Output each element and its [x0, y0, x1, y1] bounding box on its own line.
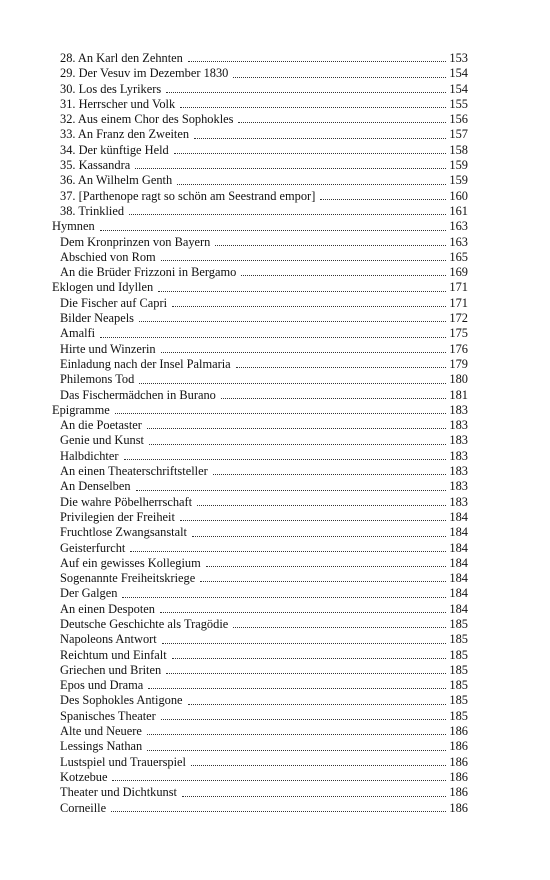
toc-entry: [52, 739, 468, 754]
toc-entry-page-number: 186: [449, 739, 468, 754]
toc-entry: [52, 709, 468, 724]
toc-entry: [52, 495, 468, 510]
toc-entry-title: Epigramme: [52, 402, 110, 417]
dot-leader: [194, 138, 446, 139]
toc-entry: [52, 632, 468, 647]
toc-entry-title: 31. Herrscher und Volk: [60, 96, 176, 111]
toc-entry-title: Auf ein gewisses Kollegium: [60, 555, 201, 570]
toc-entry: [52, 82, 468, 97]
toc-entry: [52, 785, 468, 800]
dot-leader: [221, 398, 447, 399]
dot-leader: [130, 551, 446, 552]
toc-entry-title: 28. An Karl den Zehnten: [60, 51, 183, 65]
toc-entry-title: Epos und Drama: [60, 678, 144, 693]
toc-entry-page-number: 183: [449, 402, 468, 417]
toc-entry: [52, 571, 468, 586]
toc-entry-page-number: 169: [449, 265, 468, 280]
dot-leader: [147, 428, 447, 429]
toc-entry-title: Napoleons Antwort: [60, 632, 157, 647]
toc-entry-title: Reichtum und Einfalt: [60, 647, 167, 662]
dot-leader: [111, 811, 446, 812]
toc-entry-page-number: 172: [449, 311, 468, 326]
dot-leader: [241, 275, 446, 276]
toc-entry-page-number: 181: [449, 387, 468, 402]
toc-entry-page-number: 156: [449, 112, 468, 127]
toc-entry-title: Der Galgen: [60, 586, 118, 601]
dot-leader: [100, 230, 447, 231]
toc-entry-title: Griechen und Briten: [60, 662, 162, 677]
toc-entry-page-number: 184: [449, 601, 468, 616]
toc-entry-title: Privilegien der Freiheit: [60, 509, 175, 524]
toc-entry-title: Corneille: [60, 800, 107, 815]
dot-leader: [182, 796, 446, 797]
toc-entry-page-number: 184: [449, 509, 468, 524]
toc-entry-title: Lessings Nathan: [60, 739, 143, 754]
toc-entry-page-number: 153: [449, 51, 468, 65]
toc-entry: [52, 586, 468, 601]
toc-entry-title: Eklogen und Idyllen: [52, 280, 154, 295]
toc-entry-title: Genie und Kunst: [60, 433, 144, 448]
toc-entry: [52, 449, 468, 464]
toc-entry-page-number: 157: [449, 127, 468, 142]
toc-entry-page-number: 186: [449, 800, 468, 815]
toc-entry-page-number: 159: [449, 173, 468, 188]
toc-entry-page-number: 154: [449, 66, 468, 81]
toc-entry-title: 34. Der künftige Held: [60, 142, 169, 157]
toc-entry-page-number: 176: [449, 341, 468, 356]
dot-leader: [162, 643, 447, 644]
dot-leader: [192, 536, 446, 537]
toc-entry-title: Hirte und Winzerin: [60, 341, 156, 356]
toc-entry-title: Des Sophokles Antigone: [60, 693, 183, 708]
toc-entry: [52, 235, 468, 250]
toc-entry-page-number: 184: [449, 525, 468, 540]
toc-entry: [52, 127, 468, 142]
toc-entry-title: Sogenannte Freiheitskriege: [60, 571, 196, 586]
toc-entry-page-number: 185: [449, 708, 468, 723]
toc-entry: [52, 311, 468, 326]
toc-entry-title: An Denselben: [60, 479, 131, 494]
toc-entry: [52, 678, 468, 693]
toc-entry-title: Dem Kronprinzen von Bayern: [60, 234, 211, 249]
toc-entry-title: 30. Los des Lyrikers: [60, 81, 162, 96]
dot-leader: [236, 367, 447, 368]
toc-entry-page-number: 184: [449, 586, 468, 601]
toc-entry-title: An einen Theaterschriftsteller: [60, 464, 208, 479]
toc-entry: [52, 189, 468, 204]
toc-entry: [52, 372, 468, 387]
dot-leader: [233, 77, 446, 78]
toc-entry-title: 35. Kassandra: [60, 158, 131, 173]
dot-leader: [174, 153, 447, 154]
dot-leader: [136, 490, 447, 491]
toc-entry-title: Hymnen: [52, 219, 95, 234]
toc-entry-page-number: 159: [449, 158, 468, 173]
dot-leader: [115, 413, 447, 414]
toc-entry-page-number: 186: [449, 769, 468, 784]
dot-leader: [238, 122, 446, 123]
toc-entry-page-number: 185: [449, 662, 468, 677]
dot-leader: [161, 260, 447, 261]
toc-entry-title: Alte und Neuere: [60, 724, 142, 739]
dot-leader: [206, 566, 447, 567]
toc-entry-page-number: 171: [449, 295, 468, 310]
dot-leader: [177, 184, 446, 185]
toc-entry-title: An die Brüder Frizzoni in Bergamo: [60, 265, 237, 280]
toc-entry-page-number: 183: [449, 464, 468, 479]
dot-leader: [197, 505, 446, 506]
dot-leader: [149, 444, 446, 445]
toc-entry: [52, 648, 468, 663]
toc-entry-title: Theater und Dichtkunst: [60, 785, 177, 800]
toc-entry-page-number: 161: [449, 203, 468, 218]
toc-entry-page-number: 180: [449, 372, 468, 387]
dot-leader: [100, 337, 446, 338]
dot-leader: [135, 168, 446, 169]
toc-entry-title: Philemons Tod: [60, 372, 135, 387]
toc-entry: [52, 51, 468, 66]
dot-leader: [172, 658, 447, 659]
toc-entry-page-number: 183: [449, 418, 468, 433]
toc-entry: [52, 342, 468, 357]
toc-entry-title: Fruchtlose Zwangsanstalt: [60, 525, 187, 540]
dot-leader: [147, 750, 446, 751]
toc-entry: [52, 755, 468, 770]
toc-entry-page-number: 165: [449, 249, 468, 264]
dot-leader: [147, 734, 447, 735]
toc-entry-title: 29. Der Vesuv im Dezember 1830: [60, 66, 229, 81]
dot-leader: [148, 688, 446, 689]
toc-entry: [52, 326, 468, 341]
toc-entry-page-number: 154: [449, 81, 468, 96]
toc-entry: [52, 693, 468, 708]
toc-entry: [52, 464, 468, 479]
toc-entry-title: Einladung nach der Insel Palmaria: [60, 356, 231, 371]
toc-entry: [52, 510, 468, 525]
toc-entry-title: 36. An Wilhelm Genth: [60, 173, 173, 188]
toc-entry-title: Kotzebue: [60, 769, 108, 784]
toc-section-heading: [52, 219, 468, 234]
dot-leader: [188, 704, 447, 705]
toc-entry-title: Amalfi: [60, 326, 96, 341]
toc-entry: [52, 97, 468, 112]
dot-leader: [188, 61, 447, 62]
toc-entry-page-number: 183: [449, 494, 468, 509]
toc-entry: [52, 801, 468, 816]
dot-leader: [180, 107, 446, 108]
dot-leader: [160, 612, 446, 613]
toc-entry-page-number: 185: [449, 616, 468, 631]
dot-leader: [200, 581, 446, 582]
toc-entry-title: Spanisches Theater: [60, 708, 156, 723]
toc-entry: [52, 418, 468, 433]
dot-leader: [122, 597, 446, 598]
dot-leader: [320, 199, 446, 200]
toc-section-heading: [52, 403, 468, 418]
table-of-contents: [52, 51, 468, 816]
toc-entry: [52, 250, 468, 265]
toc-entry-title: 38. Trinklied: [60, 203, 125, 218]
toc-entry-title: Halbdichter: [60, 448, 119, 463]
dot-leader: [180, 520, 446, 521]
toc-entry-page-number: 184: [449, 540, 468, 555]
toc-entry: [52, 770, 468, 785]
toc-entry: [52, 112, 468, 127]
dot-leader: [161, 719, 447, 720]
toc-entry-page-number: 163: [449, 219, 468, 234]
toc-entry-title: Das Fischermädchen in Burano: [60, 387, 216, 402]
toc-entry-title: 32. Aus einem Chor des Sophokles: [60, 112, 234, 127]
dot-leader: [166, 92, 446, 93]
toc-entry-page-number: 185: [449, 678, 468, 693]
toc-entry-page-number: 184: [449, 571, 468, 586]
dot-leader: [191, 765, 446, 766]
toc-entry-title: Geisterfurcht: [60, 540, 126, 555]
toc-entry-page-number: 163: [449, 234, 468, 249]
toc-entry-title: Lustspiel und Trauerspiel: [60, 754, 186, 769]
dot-leader: [233, 627, 446, 628]
toc-entry-page-number: 184: [449, 555, 468, 570]
toc-entry-title: Deutsche Geschichte als Tragödie: [60, 616, 229, 631]
toc-entry-page-number: 185: [449, 693, 468, 708]
toc-entry: [52, 296, 468, 311]
dot-leader: [139, 321, 446, 322]
toc-entry-title: Die wahre Pöbelherrschaft: [60, 494, 193, 509]
toc-entry: [52, 556, 468, 571]
toc-entry-page-number: 155: [449, 96, 468, 111]
dot-leader: [129, 214, 446, 215]
toc-entry: [52, 479, 468, 494]
dot-leader: [215, 245, 446, 246]
toc-entry-page-number: 186: [449, 785, 468, 800]
dot-leader: [172, 306, 446, 307]
toc-entry: [52, 265, 468, 280]
toc-entry-page-number: 179: [449, 356, 468, 371]
toc-entry-page-number: 183: [449, 448, 468, 463]
toc-entry-title: Die Fischer auf Capri: [60, 295, 168, 310]
dot-leader: [139, 383, 446, 384]
toc-entry: [52, 541, 468, 556]
toc-entry: [52, 663, 468, 678]
dot-leader: [161, 352, 447, 353]
toc-entry-page-number: 185: [449, 647, 468, 662]
toc-entry: [52, 602, 468, 617]
toc-entry: [52, 525, 468, 540]
toc-entry: [52, 158, 468, 173]
dot-leader: [166, 673, 446, 674]
toc-entry: [52, 617, 468, 632]
toc-entry-page-number: 160: [449, 188, 468, 203]
toc-entry: [52, 388, 468, 403]
toc-entry: [52, 173, 468, 188]
toc-entry-title: Abschied von Rom: [60, 249, 156, 264]
dot-leader: [112, 780, 446, 781]
toc-section-heading: [52, 280, 468, 295]
toc-entry-page-number: 183: [449, 433, 468, 448]
toc-entry-page-number: 183: [449, 479, 468, 494]
toc-entry: [52, 357, 468, 372]
toc-entry-title: An einen Despoten: [60, 601, 155, 616]
toc-entry-page-number: 186: [449, 754, 468, 769]
dot-leader: [124, 459, 447, 460]
dot-leader: [213, 474, 447, 475]
toc-entry: [52, 66, 468, 81]
dot-leader: [158, 291, 446, 292]
toc-entry-page-number: 158: [449, 142, 468, 157]
toc-entry: [52, 433, 468, 448]
toc-entry: [52, 724, 468, 739]
toc-entry: [52, 143, 468, 158]
toc-entry-page-number: 186: [449, 724, 468, 739]
toc-entry-page-number: 185: [449, 632, 468, 647]
toc-entry-title: An die Poetaster: [60, 418, 142, 433]
toc-entry-title: 33. An Franz den Zweiten: [60, 127, 190, 142]
toc-entry: [52, 204, 468, 219]
toc-entry-page-number: 171: [449, 280, 468, 295]
toc-entry-page-number: 175: [449, 326, 468, 341]
toc-entry-title: Bilder Neapels: [60, 311, 134, 326]
toc-entry-title: 37. [Parthenope ragt so schön am Seestrand empor]: [60, 188, 316, 203]
